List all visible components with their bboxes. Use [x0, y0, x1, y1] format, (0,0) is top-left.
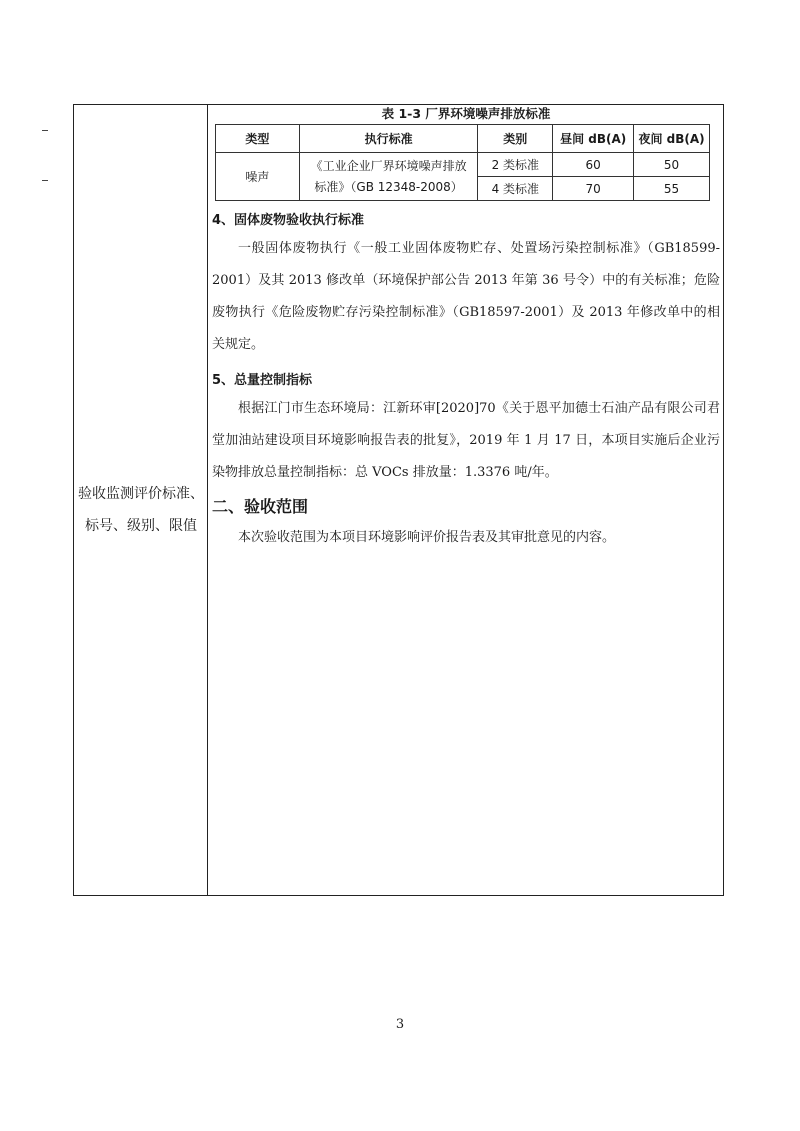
header-category: 类别 — [478, 125, 553, 153]
right-column — [212, 104, 720, 554]
table-row — [216, 153, 710, 177]
section5-text: 根据江门市生态环境局：江新环审[2020]70《关于恩平加德士石油产品有限公司君堂加油站建设项目环境影响报告表的批复》，2019 年 1 月 17 日，本项目实施后企业污染物排放总量控制指标：总 VOCs 排放量：1.3376 吨/年。 — [212, 401, 720, 480]
header-night: 夜间 dB(A) — [634, 125, 710, 153]
section4-heading: 4、固体废物验收执行标准 — [212, 213, 365, 228]
page-number: 3 — [395, 1017, 405, 1032]
section5-heading: 5、总量控制指标 — [212, 373, 313, 388]
header-type: 类型 — [216, 125, 300, 153]
cell-category: 2 类标准 — [478, 153, 553, 177]
table-title: 表 1-3 厂界环境噪声排放标准 — [381, 106, 551, 121]
scope-text: 本次验收范围为本项目环境影响评价报告表及其审批意见的内容。 — [238, 530, 616, 545]
section4-text: 一般固体废物执行《一般工业固体废物贮存、处置场污染控制标准》（GB18599-2001）及其 2013 修改单（环境保护部公告 2013 年第 36 号令）中的有关标准；危险废物执行《危险废物贮存污染控制标准》（GB18597-2001）及 2013 年修改单中的相关规定。 — [212, 241, 720, 352]
scan-mark — [42, 180, 48, 181]
cell-day: 60 — [553, 153, 634, 177]
column-divider — [207, 104, 208, 896]
cell-type: 噪声 — [216, 153, 300, 201]
scan-mark — [42, 130, 48, 131]
header-day: 昼间 dB(A) — [553, 125, 634, 153]
header-standard: 执行标准 — [299, 125, 478, 153]
scope-heading: 二、验收范围 — [212, 497, 309, 516]
cell-standard: 《工业企业厂界环境噪声排放标准》（GB 12348-2008） — [299, 153, 478, 201]
noise-standard-table — [215, 124, 710, 201]
table-header-row — [216, 125, 710, 153]
cell-category: 4 类标准 — [478, 177, 553, 201]
cell-night: 55 — [634, 177, 710, 201]
cell-night: 50 — [634, 153, 710, 177]
cell-day: 70 — [553, 177, 634, 201]
left-column-label: 验收监测评价标准、标号、级别、限值 — [78, 486, 204, 534]
